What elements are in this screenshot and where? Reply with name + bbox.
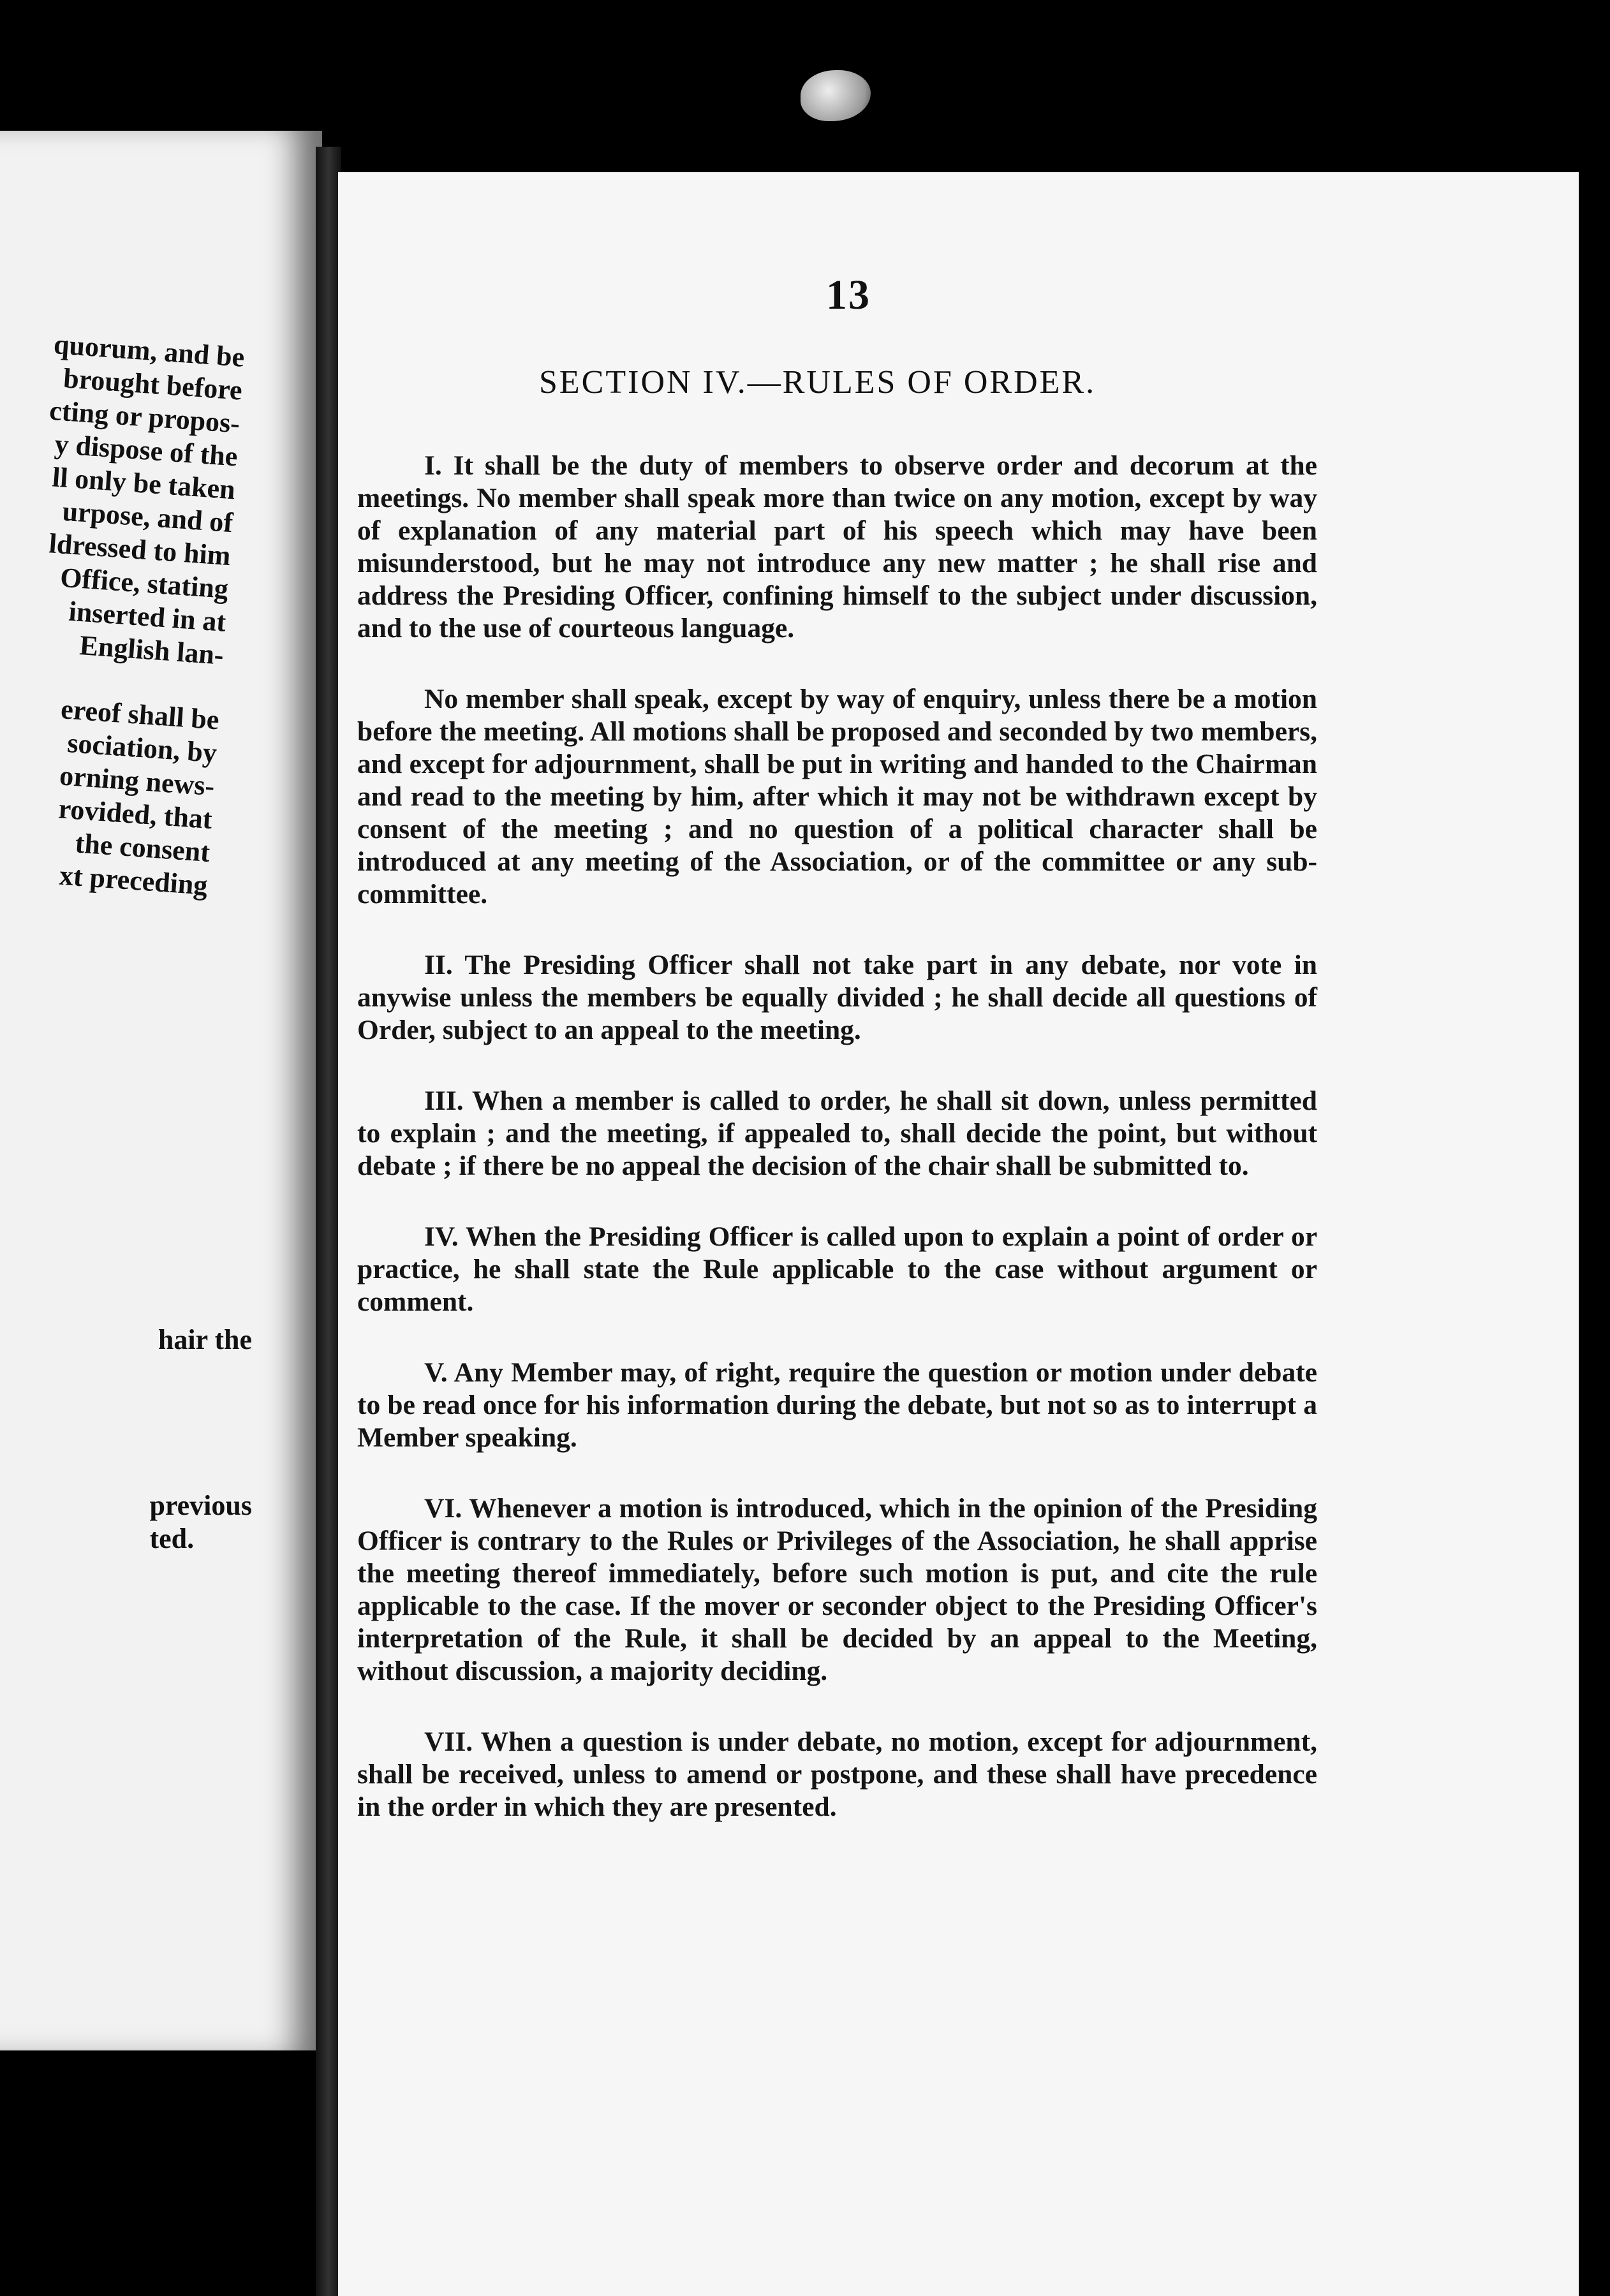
rule-paragraph: VII. When a question is under debate, no motion, except for adjournment, shall be received, unless to amend or postpone, and these shall have precedence in the order in which they are presented.	[357, 1726, 1317, 1822]
rule-paragraph: No member shall speak, except by way of enquiry, unless there be a motion before the meeting. All motions shall be proposed and seconded by two members, and except for adjournment, shall be put in writing and handed to the Chairman and read to the meeting by him, after which it may not be withdrawn except by consent of the meeting ; and no question of a political character shall be introduced at any meeting of the Association, or of the committee or any sub-committee.	[357, 684, 1317, 909]
left-line: the consent	[74, 827, 211, 868]
left-fragment-4	[149, 1489, 252, 1556]
left-line: ted.	[149, 1523, 195, 1554]
page-number: 13	[826, 272, 871, 318]
rule-paragraph: II. The Presiding Officer shall not take part in any debate, nor vote in anywise unless the members be equally divided ; he shall decide all questions of Order, subject to an appeal to the meeting.	[357, 950, 1317, 1045]
left-line: inserted in at	[68, 595, 227, 638]
left-line: Office, stating	[59, 561, 230, 605]
left-fragment-3: hair the	[158, 1324, 252, 1355]
rule-paragraph: IV. When the Presiding Officer is called upon to explain a point of order or practice, he shall state the Rule applicable to the case without argument or comment.	[357, 1221, 1317, 1317]
left-line: brought before	[62, 362, 244, 406]
left-line: English lan-	[78, 629, 225, 671]
left-line: previous	[149, 1490, 252, 1521]
book-gutter	[316, 147, 341, 2296]
left-line: y dispose of the	[54, 428, 239, 473]
left-line: rovided, that	[57, 793, 214, 835]
left-line: ereof shall be	[59, 693, 221, 736]
left-block-2	[0, 686, 220, 902]
rules-body	[357, 450, 1317, 1862]
left-line: orning news-	[58, 760, 216, 802]
rule-paragraph: V. Any Member may, of right, require the question or motion under debate to be read once for his information during the debate, but not so as to interrupt a Member speaking.	[357, 1357, 1317, 1453]
left-line: ldressed to him	[48, 527, 232, 572]
left-line: cting or propos-	[48, 394, 241, 439]
left-page-fragment	[0, 131, 322, 2050]
rule-paragraph: VI. Whenever a motion is introduced, which in the opinion of the Presiding Officer is contrary to the Rules or Privileges of the Association, he shall apprise the meeting thereof immediately, before such motion is put, and cite the rule applicable to the case. If the mover or seconder object to the Presiding Officer's interpretation of the Rule, it shall be decided by an appeal to the Meeting, without discussion, a majority deciding.	[357, 1493, 1317, 1686]
left-line: sociation, by	[66, 727, 218, 769]
rule-paragraph: III. When a member is called to order, he shall sit down, unless permitted to explain ; and the meeting, if appealed to, shall decide the point, but without debate ; if there be no appeal the decision of the chair shall be submitted to.	[357, 1085, 1317, 1181]
left-block-1	[0, 323, 246, 672]
left-line: urpose, and of	[61, 495, 234, 539]
left-line: xt preceding	[58, 859, 209, 901]
left-line: quorum, and be	[52, 328, 246, 373]
left-line: ll only be taken	[51, 461, 237, 506]
left-page-text	[0, 323, 246, 934]
rule-paragraph: I. It shall be the duty of members to observe order and decorum at the meetings. No member shall speak more than twice on any motion, except by way of explanation of any material part of his speech which may have been misunderstood, but he may not introduce any new matter ; he shall rise and address the Presiding Officer, confining himself to the subject under discussion, and to the use of courteous language.	[357, 450, 1317, 644]
section-title: SECTION IV.—RULES OF ORDER.	[539, 364, 1097, 401]
